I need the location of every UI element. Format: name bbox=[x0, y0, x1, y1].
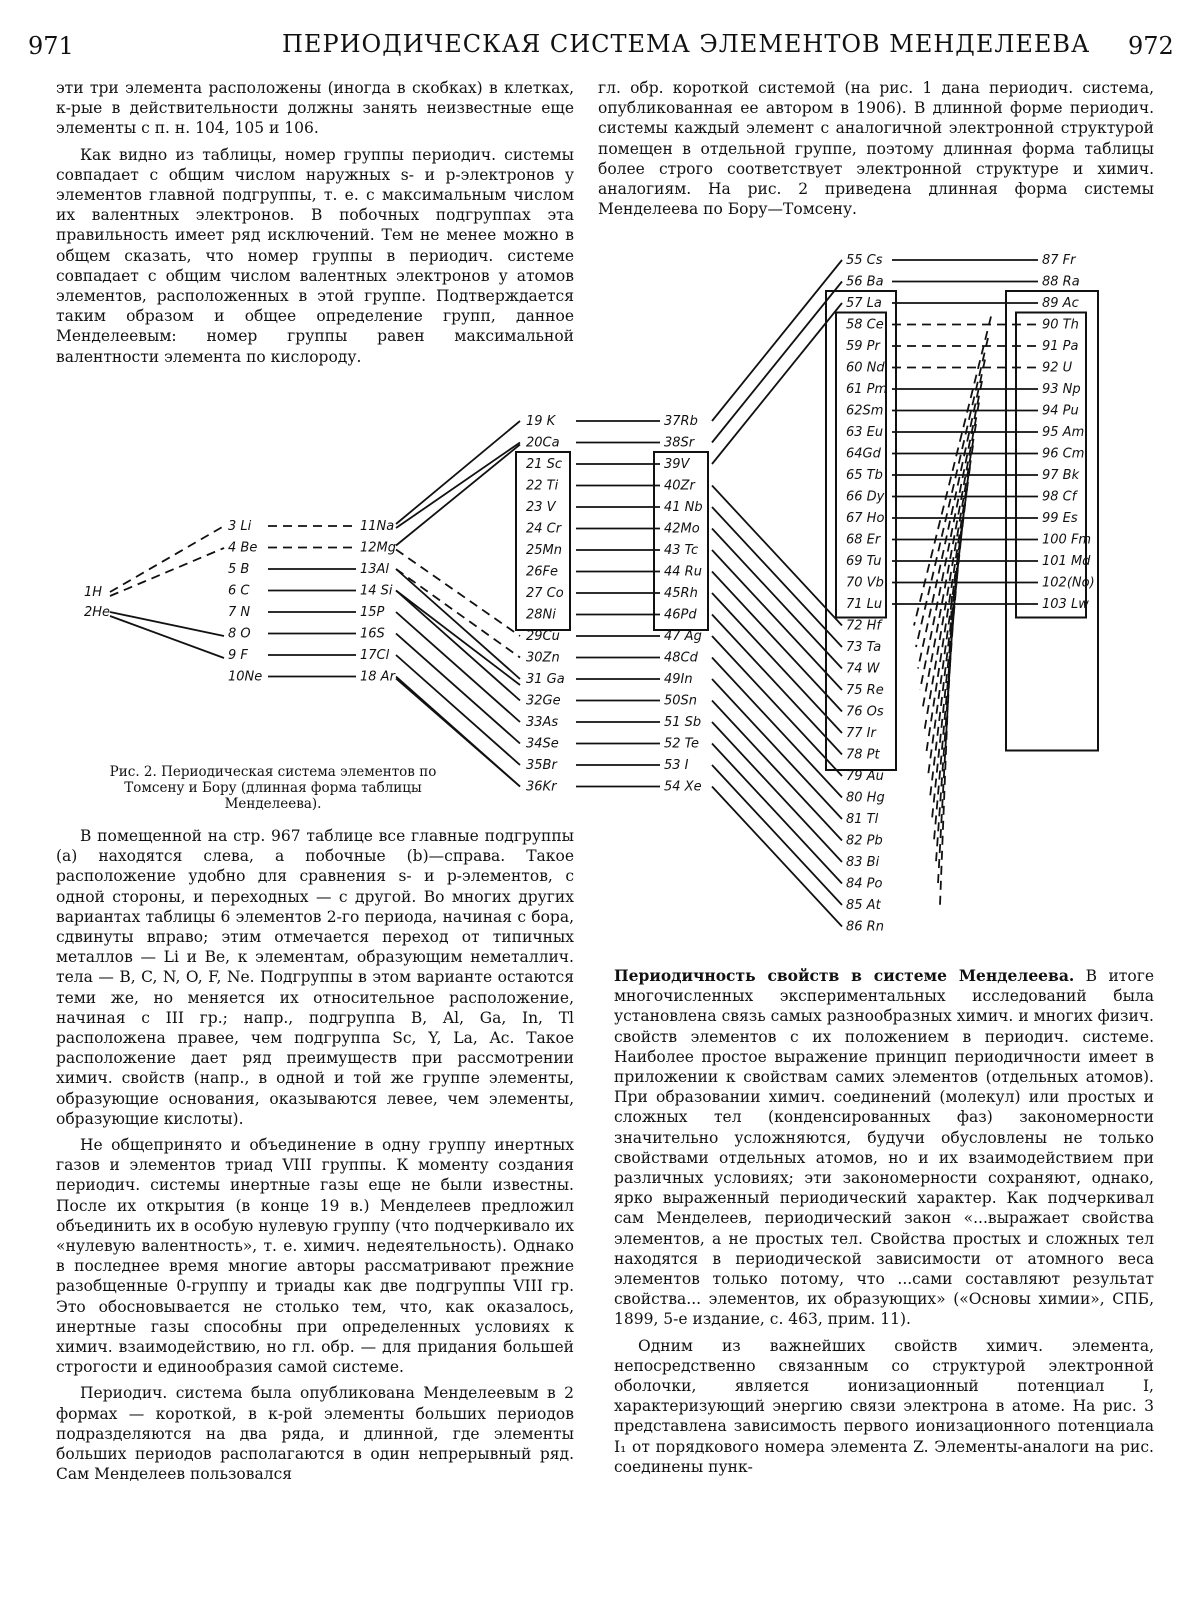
element-label: 49In bbox=[664, 672, 693, 687]
element-label: 7 N bbox=[228, 605, 251, 620]
element-label: 80 Hg bbox=[846, 790, 885, 806]
page-number-right: 972 bbox=[1128, 32, 1174, 60]
connector-line bbox=[712, 282, 842, 443]
connector-line bbox=[396, 591, 520, 701]
paragraph: Как видно из таблицы, номер группы периодич. системы совпадает с общим числом наружных s- и p-электронов у элементов главной подгруппы, т. е. с максимальным числом их валентных электронов. В побочных подгруппах эта правильность имеет ряд исключений. Тем не менее можно в общем сказать, что номер группы в периодич. системе совпадает с общим числом валентных электронов у атомов элементов, расположенных в этой группе. Подтверждается таким образом и общее определение групп, данное Менделеевым: номер группы равен максимальной валентности элемента по кислороду. bbox=[56, 145, 574, 366]
element-label: 21 Sc bbox=[526, 457, 563, 472]
element-label: 62Sm bbox=[846, 403, 884, 419]
element-label: 95 Am bbox=[1042, 425, 1085, 440]
element-label: 11Na bbox=[360, 519, 395, 534]
element-label: 46Pd bbox=[664, 607, 697, 623]
element-label: 74 W bbox=[846, 661, 880, 677]
connector-line bbox=[712, 615, 842, 755]
element-label: 6 C bbox=[228, 583, 250, 599]
connector-line bbox=[396, 421, 520, 524]
element-label: 87 Fr bbox=[1042, 253, 1076, 268]
element-label: 24 Cr bbox=[526, 521, 562, 537]
connector-line bbox=[110, 548, 224, 596]
connector-line bbox=[712, 507, 842, 647]
element-label: 53 I bbox=[664, 758, 689, 773]
element-label: 16S bbox=[360, 626, 385, 642]
element-label: 54 Xe bbox=[664, 779, 702, 795]
element-label: 47 Ag bbox=[664, 629, 702, 644]
element-label: 94 Pu bbox=[1042, 403, 1079, 419]
connector-line bbox=[940, 596, 952, 905]
element-label: 34Se bbox=[526, 736, 559, 752]
element-label: 103 Lw bbox=[1042, 597, 1089, 612]
connector-line bbox=[712, 722, 842, 862]
element-label: 37Rb bbox=[664, 414, 698, 429]
element-label: 50Sn bbox=[664, 693, 698, 709]
connector-line bbox=[712, 303, 842, 464]
element-label: 75 Re bbox=[846, 683, 884, 698]
connector-line bbox=[934, 532, 961, 841]
element-label: 78 Pt bbox=[846, 747, 880, 763]
element-label: 14 Si bbox=[360, 583, 393, 599]
element-label: 22 Ti bbox=[526, 478, 559, 494]
paragraph: эти три элемента расположены (иногда в скобках) в клетках, к-рые в действительности должны занять неизвестные еще элементы с п. н. 104, 105 и 106. bbox=[56, 79, 574, 138]
element-label: 92 U bbox=[1042, 360, 1073, 376]
element-label: 25Mn bbox=[526, 543, 562, 558]
element-label: 20Ca bbox=[526, 435, 560, 451]
element-label: 70 Vb bbox=[846, 575, 884, 591]
figure-caption: Рис. 2. Периодическая система элементов по Томсену и Бору (длинная форма таблицы Менделеева). bbox=[109, 764, 437, 812]
element-label: 13Al bbox=[360, 562, 390, 577]
page-title: ПЕРИОДИЧЕСКАЯ СИСТЕМА ЭЛЕМЕНТОВ МЕНДЕЛЕЕВА bbox=[282, 30, 1091, 58]
paragraph: Одним из важнейших свойств химич. элемента, непосредственно связанным со структурой электронной оболочки, является ионизационный потенциал I, характеризующий энергию связи электрона в атоме. На рис. 3 представлена зависимость первого ионизационного потенциала I₁ от порядкового номера элемента Z. Элементы-аналоги на рис. соединены пунк- bbox=[614, 1336, 1154, 1476]
element-label: 63 Eu bbox=[846, 425, 884, 440]
connector-line bbox=[110, 526, 224, 592]
element-label: 86 Rn bbox=[846, 919, 884, 935]
element-label: 38Sr bbox=[664, 435, 695, 451]
connector-line bbox=[396, 445, 520, 546]
connector-line bbox=[932, 510, 964, 819]
element-label: 57 La bbox=[846, 296, 882, 311]
group-boxes bbox=[516, 291, 1098, 770]
element-label: 45Rh bbox=[664, 586, 698, 601]
element-label: 27 Co bbox=[526, 586, 564, 601]
connector-line bbox=[712, 765, 842, 905]
element-label: 51 Sb bbox=[664, 715, 702, 730]
paragraph: Не общепринято и объединение в одну группу инертных газов и элементов триад VIII группы. К моменту создания периодич. системы инертные газы еще не были известны. После их открытия (в конце 19 в.) Менделеев предложил объединить их в особую нулевую группу (что подчеркивало их «нулевую валентность», т. е. химич. недеятельность). Однако в последнее время многие авторы рассматривают прежние разобщенные 0-группу и триады как две подгруппы VIII гр. Это обосновывается не столько тем, что, как оказалось, инертные газы способны при определенных условиях к химич. взаимодействию, но гл. обр. — для придания большей строгости и единообразия самой системе. bbox=[56, 1136, 574, 1377]
paragraph: В итоге многочисленных экспериментальных исследований была установлена связь самых разнообразных химич. и многих физич. свойств элементов с их положением в периодич. системе. Наиболее простое выражение принцип периодичности имеет в приложении к свойствам самих элементов (отдельных атомов). При образовании химич. соединений (молекул) или простых и сложных тел (конденсированных фаз) закономерности значительно усложняются, будучи обусловлены не только свойствами отдельных атомов, но и их взаимодействием при различных условиях; эти закономерности сохраняют, однако, ярко выраженный периодический характер. Как подчеркивал сам Менделеев, периодический закон «...выражает свойства элементов, а не простых тел. Свойства простых и сложных тел находятся в периодической зависимости от атомного веса элементов только потому, что ...сами составляют результат свойства... элементов, их образующих» («Основы химии», СПБ, 1899, 5-е издание, с. 463, прим. 11). bbox=[614, 967, 1154, 1329]
element-label: 66 Dy bbox=[846, 489, 885, 505]
element-label: 101 Md bbox=[1042, 554, 1091, 569]
element-label: 58 Ce bbox=[846, 317, 884, 333]
connector-line bbox=[712, 744, 842, 884]
element-label: 76 Os bbox=[846, 704, 884, 720]
connector-line bbox=[110, 612, 224, 636]
connector-line bbox=[712, 658, 842, 798]
element-label: 88 Ra bbox=[1042, 274, 1080, 290]
element-label: 1H bbox=[84, 585, 103, 600]
element-label: 42Mo bbox=[664, 521, 700, 537]
connector-line bbox=[712, 260, 842, 421]
element-label: 52 Te bbox=[664, 736, 700, 752]
element-label: 55 Cs bbox=[846, 253, 883, 268]
paragraph: Периодич. система была опубликована Менделеевым в 2 формах — короткой, в к-рой элементы больших периодов подразделяются на два ряда, и длинной, где элементы больших периодов располагаются в один непрерывный ряд. Сам Менделеев пользовался bbox=[56, 1384, 574, 1484]
element-label: 15P bbox=[360, 605, 385, 620]
group-box bbox=[1016, 313, 1086, 618]
connector-line bbox=[712, 787, 842, 927]
element-label: 79 Au bbox=[846, 769, 884, 784]
element-label: 65 Tb bbox=[846, 468, 883, 483]
connector-line bbox=[712, 593, 842, 733]
element-label: 97 Bk bbox=[1042, 468, 1080, 483]
element-label: 28Ni bbox=[526, 607, 556, 623]
element-label: 17Cl bbox=[360, 648, 390, 663]
element-label: 91 Pa bbox=[1042, 339, 1079, 354]
element-label: 69 Tu bbox=[846, 554, 882, 569]
connector-line bbox=[712, 529, 842, 669]
element-label: 4 Be bbox=[228, 540, 258, 556]
element-label: 40Zr bbox=[664, 478, 695, 494]
element-label: 23 V bbox=[526, 500, 556, 515]
element-label: 84 Po bbox=[846, 876, 883, 892]
element-label: 2He bbox=[84, 605, 111, 620]
connector-line bbox=[712, 636, 842, 776]
connector-line bbox=[712, 550, 842, 690]
element-label: 73 Ta bbox=[846, 640, 882, 655]
element-label: 32Ge bbox=[526, 693, 561, 709]
group-box bbox=[836, 313, 886, 618]
element-label: 56 Ba bbox=[846, 274, 884, 290]
page-number-left: 971 bbox=[28, 32, 74, 60]
element-label: 41 Nb bbox=[664, 500, 703, 515]
element-label: 68 Er bbox=[846, 532, 881, 548]
connector-line bbox=[712, 486, 842, 626]
element-label: 71 Lu bbox=[846, 597, 883, 612]
element-label: 81 Tl bbox=[846, 812, 879, 827]
element-label: 19 K bbox=[526, 414, 556, 429]
element-label: 99 Es bbox=[1042, 511, 1078, 526]
connector-line bbox=[396, 569, 520, 679]
element-label: 31 Ga bbox=[526, 672, 565, 687]
element-label: 61 Pm bbox=[846, 382, 888, 397]
element-label: 30Zn bbox=[526, 650, 560, 666]
connector-line bbox=[110, 616, 224, 658]
element-label: 33As bbox=[526, 715, 559, 730]
element-label: 8 O bbox=[228, 626, 251, 642]
paragraph: гл. обр. короткой системой (на рис. 1 дана периодич. система, опубликованная ее автором в 1906). В длинной форме периодич. системы каждый элемент с аналогичной электронной структурой помещен в отдельной группе, поэтому длинная форма таблицы более строго соответствует электронной структуре и химич. аналогиям. На рис. 2 приведена длинная форма системы Менделеева по Бору—Томсену. bbox=[598, 79, 1154, 219]
element-label: 93 Np bbox=[1042, 382, 1081, 397]
right-column-bottom bbox=[614, 966, 1154, 1483]
element-label: 39V bbox=[664, 457, 690, 472]
element-label: 59 Pr bbox=[846, 339, 880, 354]
element-label: 96 Cm bbox=[1042, 446, 1085, 462]
element-label: 29Cu bbox=[526, 629, 560, 644]
element-label: 12Mg bbox=[360, 540, 397, 556]
element-label: 90 Th bbox=[1042, 317, 1079, 333]
connector-line bbox=[938, 575, 955, 884]
element-label: 36Kr bbox=[526, 779, 557, 795]
connector-line bbox=[396, 634, 520, 744]
connector-line bbox=[712, 679, 842, 819]
element-label: 35Br bbox=[526, 758, 557, 773]
element-label: 100 Fm bbox=[1042, 532, 1092, 548]
element-label: 43 Tc bbox=[664, 543, 699, 558]
element-label: 77 Ir bbox=[846, 726, 876, 741]
left-column-bottom bbox=[56, 826, 574, 1491]
element-label: 98 Cf bbox=[1042, 489, 1077, 505]
paragraph: В помещенной на стр. 967 таблице все главные подгруппы (a) находятся слева, а побочные (b)—справа. Такое расположение удобно для сравнения s- и p-элементов, с одной стороны, и переходных — с другой. Во многих других вариантах таблицы 6 элементов 2-го периода, начиная с бора, сдвинуты вправо; этим отмечается переход от типичных металлов — Li и Be, к элементам, образующим неметаллич. тела — B, C, N, O, F, Ne. Подгруппы в этом варианте остаются теми же, но меняется их относительное расположение, начиная с III гр.; напр., подгруппа B, Al, Ga, In, Tl расположена правее, чем подгруппа Sc, Y, La, Ac. Такое расположение дает ряд преимуществ при рассмотрении химич. свойств (напр., в одной и той же группе элементы, образующие основания, оказываются левее, чем элементы, образующие кислоты). bbox=[56, 827, 574, 1128]
section-heading: Периодичность свойств в системе Менделеева. bbox=[614, 966, 1075, 985]
element-label: 64Gd bbox=[846, 446, 881, 462]
connector-line bbox=[396, 443, 520, 529]
element-label: 10Ne bbox=[228, 669, 263, 685]
connector-line bbox=[396, 569, 520, 658]
connector-line bbox=[396, 612, 520, 722]
connector-line bbox=[712, 572, 842, 712]
element-label: 83 Bi bbox=[846, 855, 880, 870]
element-label: 9 F bbox=[228, 648, 248, 663]
element-label: 5 B bbox=[228, 562, 250, 577]
element-label: 72 Hf bbox=[846, 618, 882, 634]
connector-line bbox=[712, 701, 842, 841]
element-label: 89 Ac bbox=[1042, 296, 1079, 311]
element-label: 82 Pb bbox=[846, 833, 883, 849]
element-label: 44 Ru bbox=[664, 564, 702, 580]
element-label: 48Cd bbox=[664, 650, 698, 666]
element-label: 60 Nd bbox=[846, 360, 885, 376]
element-label: 85 At bbox=[846, 898, 881, 913]
element-label: 26Fe bbox=[526, 564, 559, 580]
element-label: 67 Ho bbox=[846, 511, 885, 526]
element-label: 18 Ar bbox=[360, 669, 395, 685]
element-label: 102(No) bbox=[1042, 575, 1095, 591]
element-label: 3 Li bbox=[228, 519, 252, 534]
